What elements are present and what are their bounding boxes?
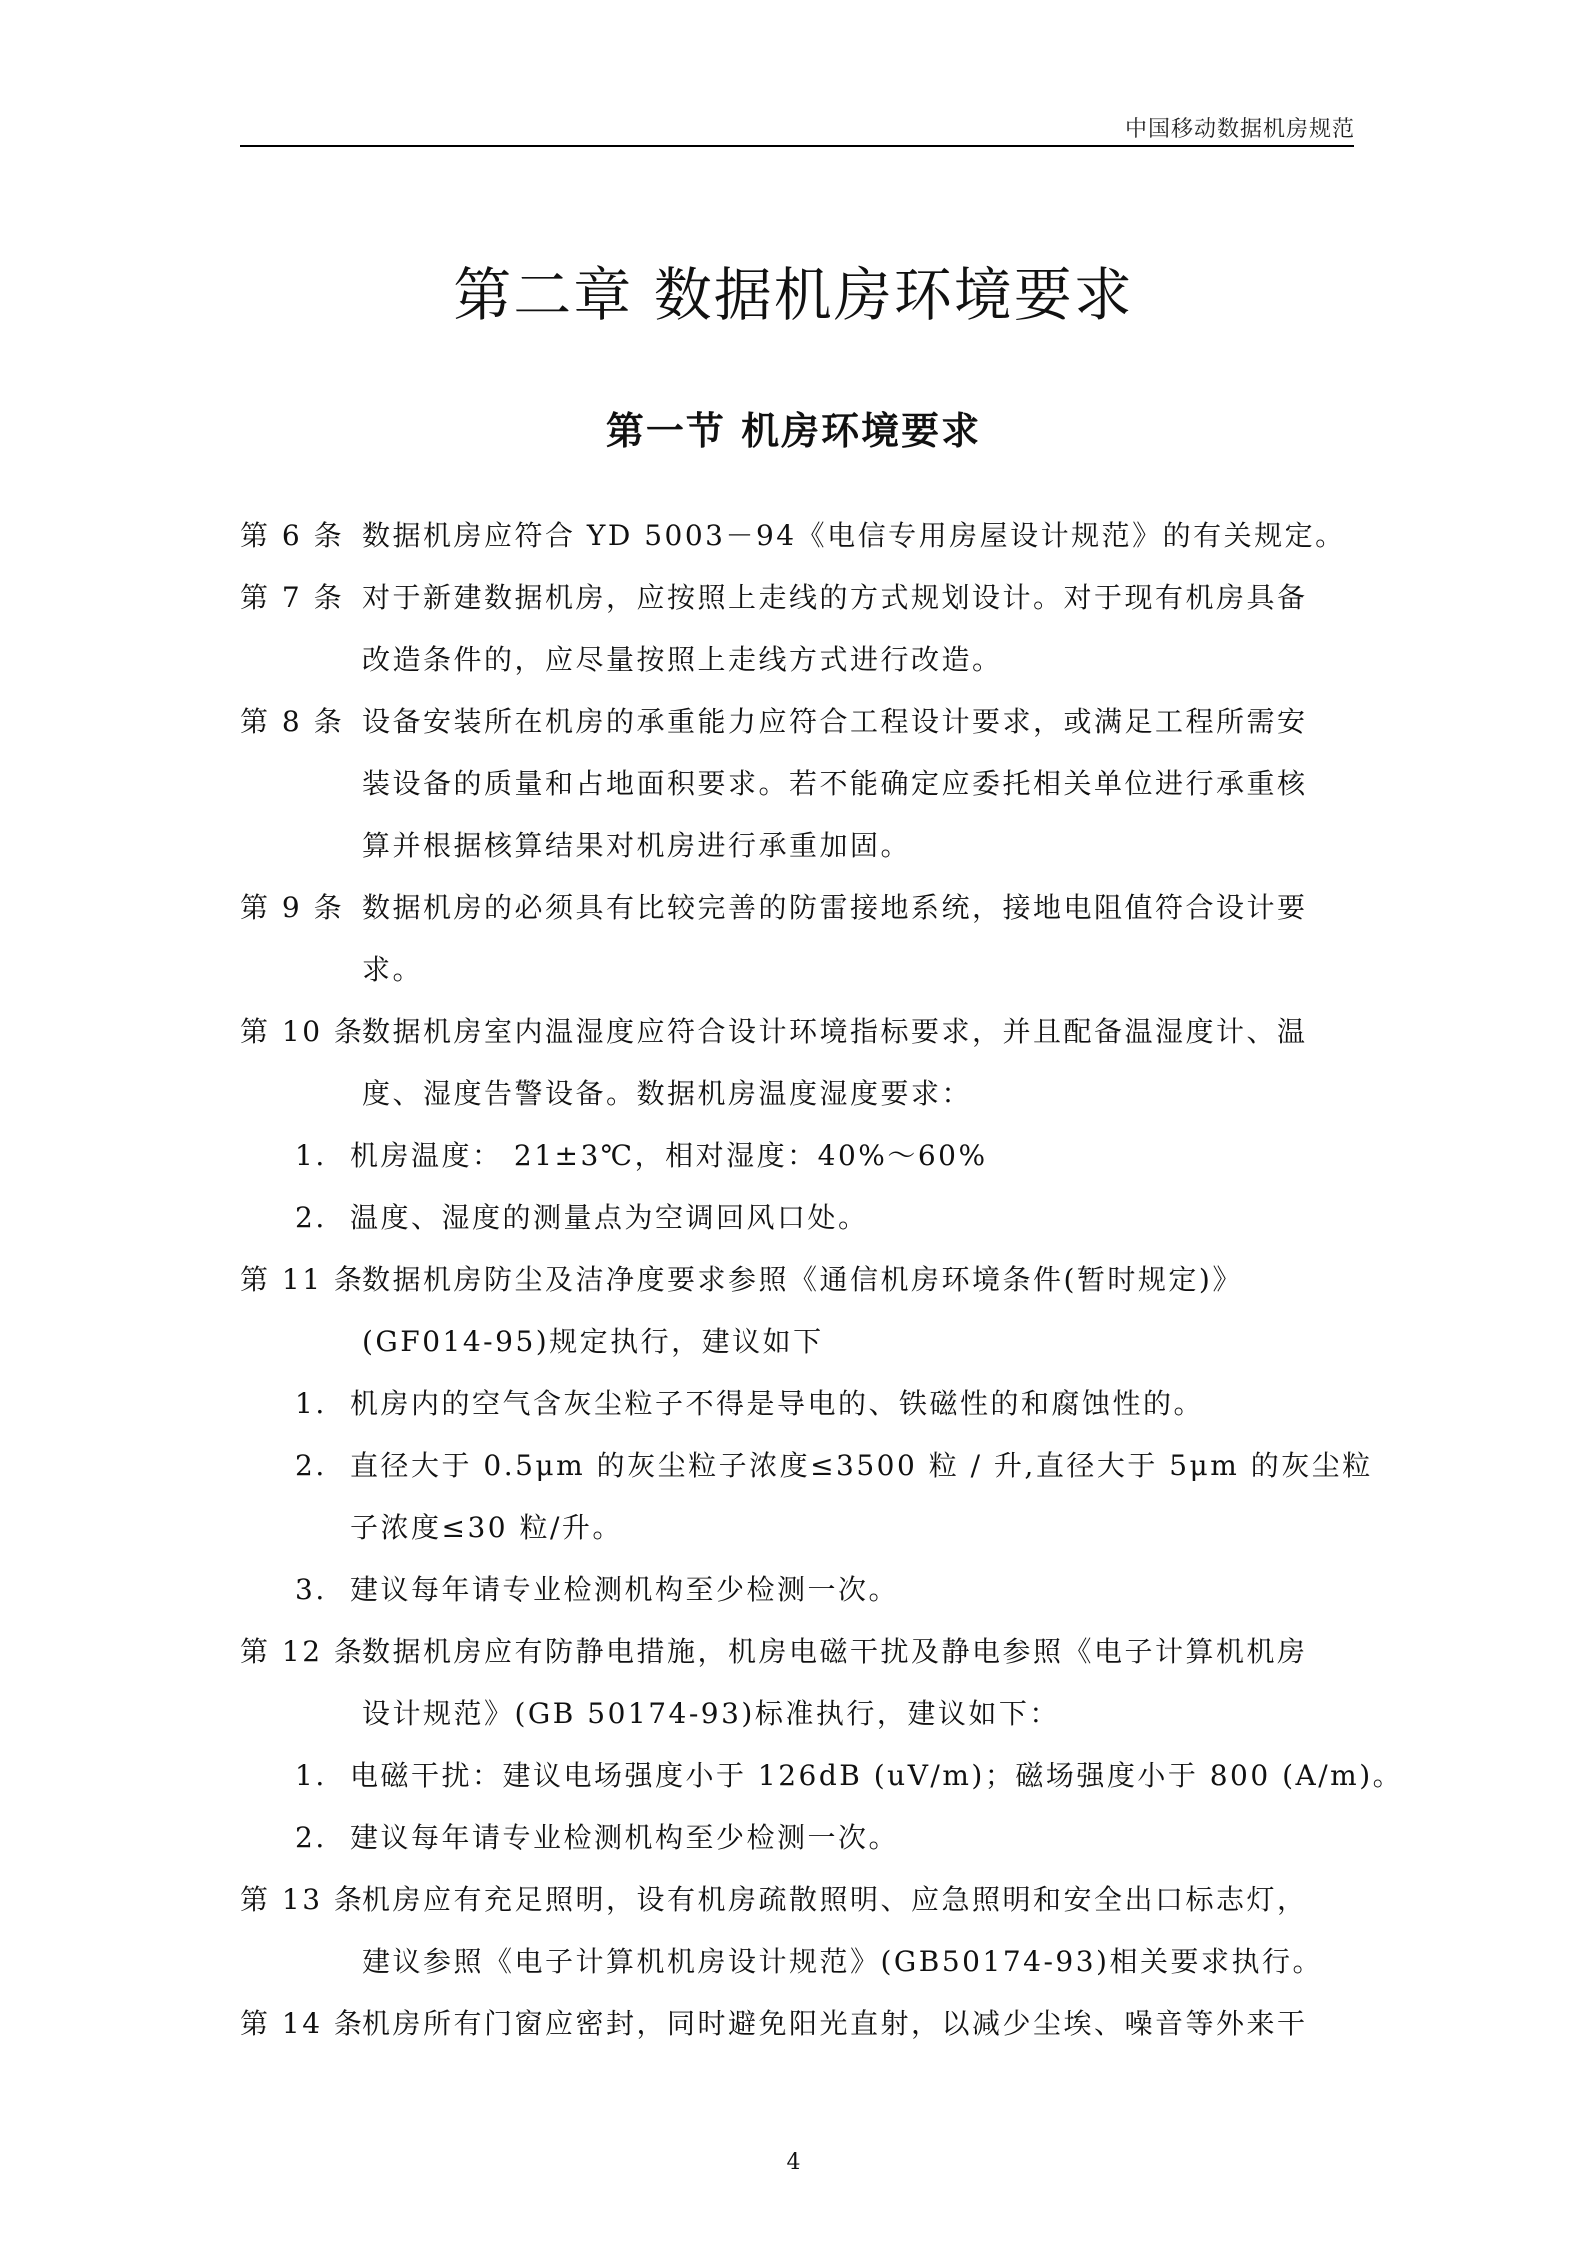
article-text: 机房所有门窗应密封，同时避免阳光直射，以减少尘埃、噪音等外来干 <box>362 2007 1308 2040</box>
article-label: 第 10 条 <box>240 1015 365 1048</box>
article-text: 数据机房室内温湿度应符合设计环境指标要求，并且配备温湿度计、温 <box>362 1015 1308 1048</box>
article-label: 第 9 条 <box>240 891 345 924</box>
article-10 <box>240 1001 1354 1063</box>
list-number: 2. <box>295 1821 327 1854</box>
list-item <box>240 1125 1354 1187</box>
list-number: 1. <box>295 1759 327 1792</box>
list-number: 1. <box>295 1139 327 1172</box>
article-11 <box>240 1249 1354 1311</box>
list-item <box>240 1559 1354 1621</box>
article-text: 数据机房应符合 YD 5003－94《电信专用房屋设计规范》的有关规定。 <box>362 519 1346 552</box>
header-rule <box>240 145 1354 147</box>
article-text: 数据机房防尘及洁净度要求参照《通信机房环境条件(暂时规定)》 <box>362 1263 1243 1296</box>
document-body <box>240 505 1404 2055</box>
article-9 <box>240 877 1354 939</box>
article-12 <box>240 1621 1354 1683</box>
list-text: 机房温度： 21±3℃，相对湿度：40%～60% <box>350 1139 988 1172</box>
list-item <box>240 1745 1404 1807</box>
article-8-cont: 算并根据核算结果对机房进行承重加固。 <box>362 829 912 862</box>
article-text: 设备安装所在机房的承重能力应符合工程设计要求，或满足工程所需安 <box>362 705 1308 738</box>
list-item <box>240 1435 1373 1497</box>
article-text: 机房应有充足照明，设有机房疏散照明、应急照明和安全出口标志灯， <box>362 1883 1308 1916</box>
list-text: 建议每年请专业检测机构至少检测一次。 <box>350 1573 900 1606</box>
article-label: 第 8 条 <box>240 705 345 738</box>
article-label: 第 13 条 <box>240 1883 365 1916</box>
article-8-cont: 装设备的质量和占地面积要求。若不能确定应委托相关单位进行承重核 <box>362 767 1308 800</box>
section-title: 第一节 机房环境要求 <box>605 409 982 453</box>
article-11-cont: (GF014-95)规定执行，建议如下 <box>362 1325 824 1358</box>
list-item <box>240 1187 1354 1249</box>
list-item <box>240 1373 1354 1435</box>
article-14 <box>240 1993 1354 2055</box>
article-label: 第 11 条 <box>240 1263 365 1296</box>
article-13-cont: 建议参照《电子计算机机房设计规范》(GB50174-93)相关要求执行。 <box>362 1945 1323 1978</box>
article-7-cont: 改造条件的，应尽量按照上走线方式进行改造。 <box>362 643 1003 676</box>
list-text: 建议每年请专业检测机构至少检测一次。 <box>350 1821 900 1854</box>
article-9-cont: 求。 <box>362 953 424 986</box>
article-label: 第 6 条 <box>240 519 345 552</box>
article-6 <box>240 505 1354 567</box>
article-label: 第 14 条 <box>240 2007 365 2040</box>
list-number: 2. <box>295 1201 327 1234</box>
article-12-cont: 设计规范》(GB 50174-93)标准执行，建议如下： <box>362 1697 1060 1730</box>
article-text: 对于新建数据机房，应按照上走线的方式规划设计。对于现有机房具备 <box>362 581 1308 614</box>
article-7 <box>240 567 1354 629</box>
article-label: 第 12 条 <box>240 1635 365 1668</box>
running-header: 中国移动数据机房规范 <box>1124 117 1355 142</box>
list-number: 2. <box>295 1449 327 1482</box>
chapter-title: 第二章 数据机房环境要求 <box>453 261 1134 329</box>
list-text: 电磁干扰：建议电场强度小于 126dB (uV/m)；磁场强度小于 800 (A/m)。 <box>350 1759 1404 1792</box>
list-number: 3. <box>295 1573 327 1606</box>
list-text: 直径大于 0.5μm 的灰尘粒子浓度≤3500 粒 / 升,直径大于 5μm 的灰尘粒 <box>350 1449 1373 1482</box>
list-item-cont: 子浓度≤30 粒/升。 <box>350 1511 623 1544</box>
list-number: 1. <box>295 1387 327 1420</box>
page-number: 4 <box>786 2150 801 2175</box>
article-10-cont: 度、湿度告警设备。数据机房温度湿度要求： <box>362 1077 973 1110</box>
article-13 <box>240 1869 1354 1931</box>
article-text: 数据机房的必须具有比较完善的防雷接地系统，接地电阻值符合设计要 <box>362 891 1308 924</box>
article-8 <box>240 691 1354 753</box>
list-text: 温度、湿度的测量点为空调回风口处。 <box>350 1201 869 1234</box>
article-label: 第 7 条 <box>240 581 345 614</box>
list-item <box>240 1807 1354 1869</box>
list-text: 机房内的空气含灰尘粒子不得是导电的、铁磁性的和腐蚀性的。 <box>350 1387 1205 1420</box>
article-text: 数据机房应有防静电措施，机房电磁干扰及静电参照《电子计算机机房 <box>362 1635 1308 1668</box>
